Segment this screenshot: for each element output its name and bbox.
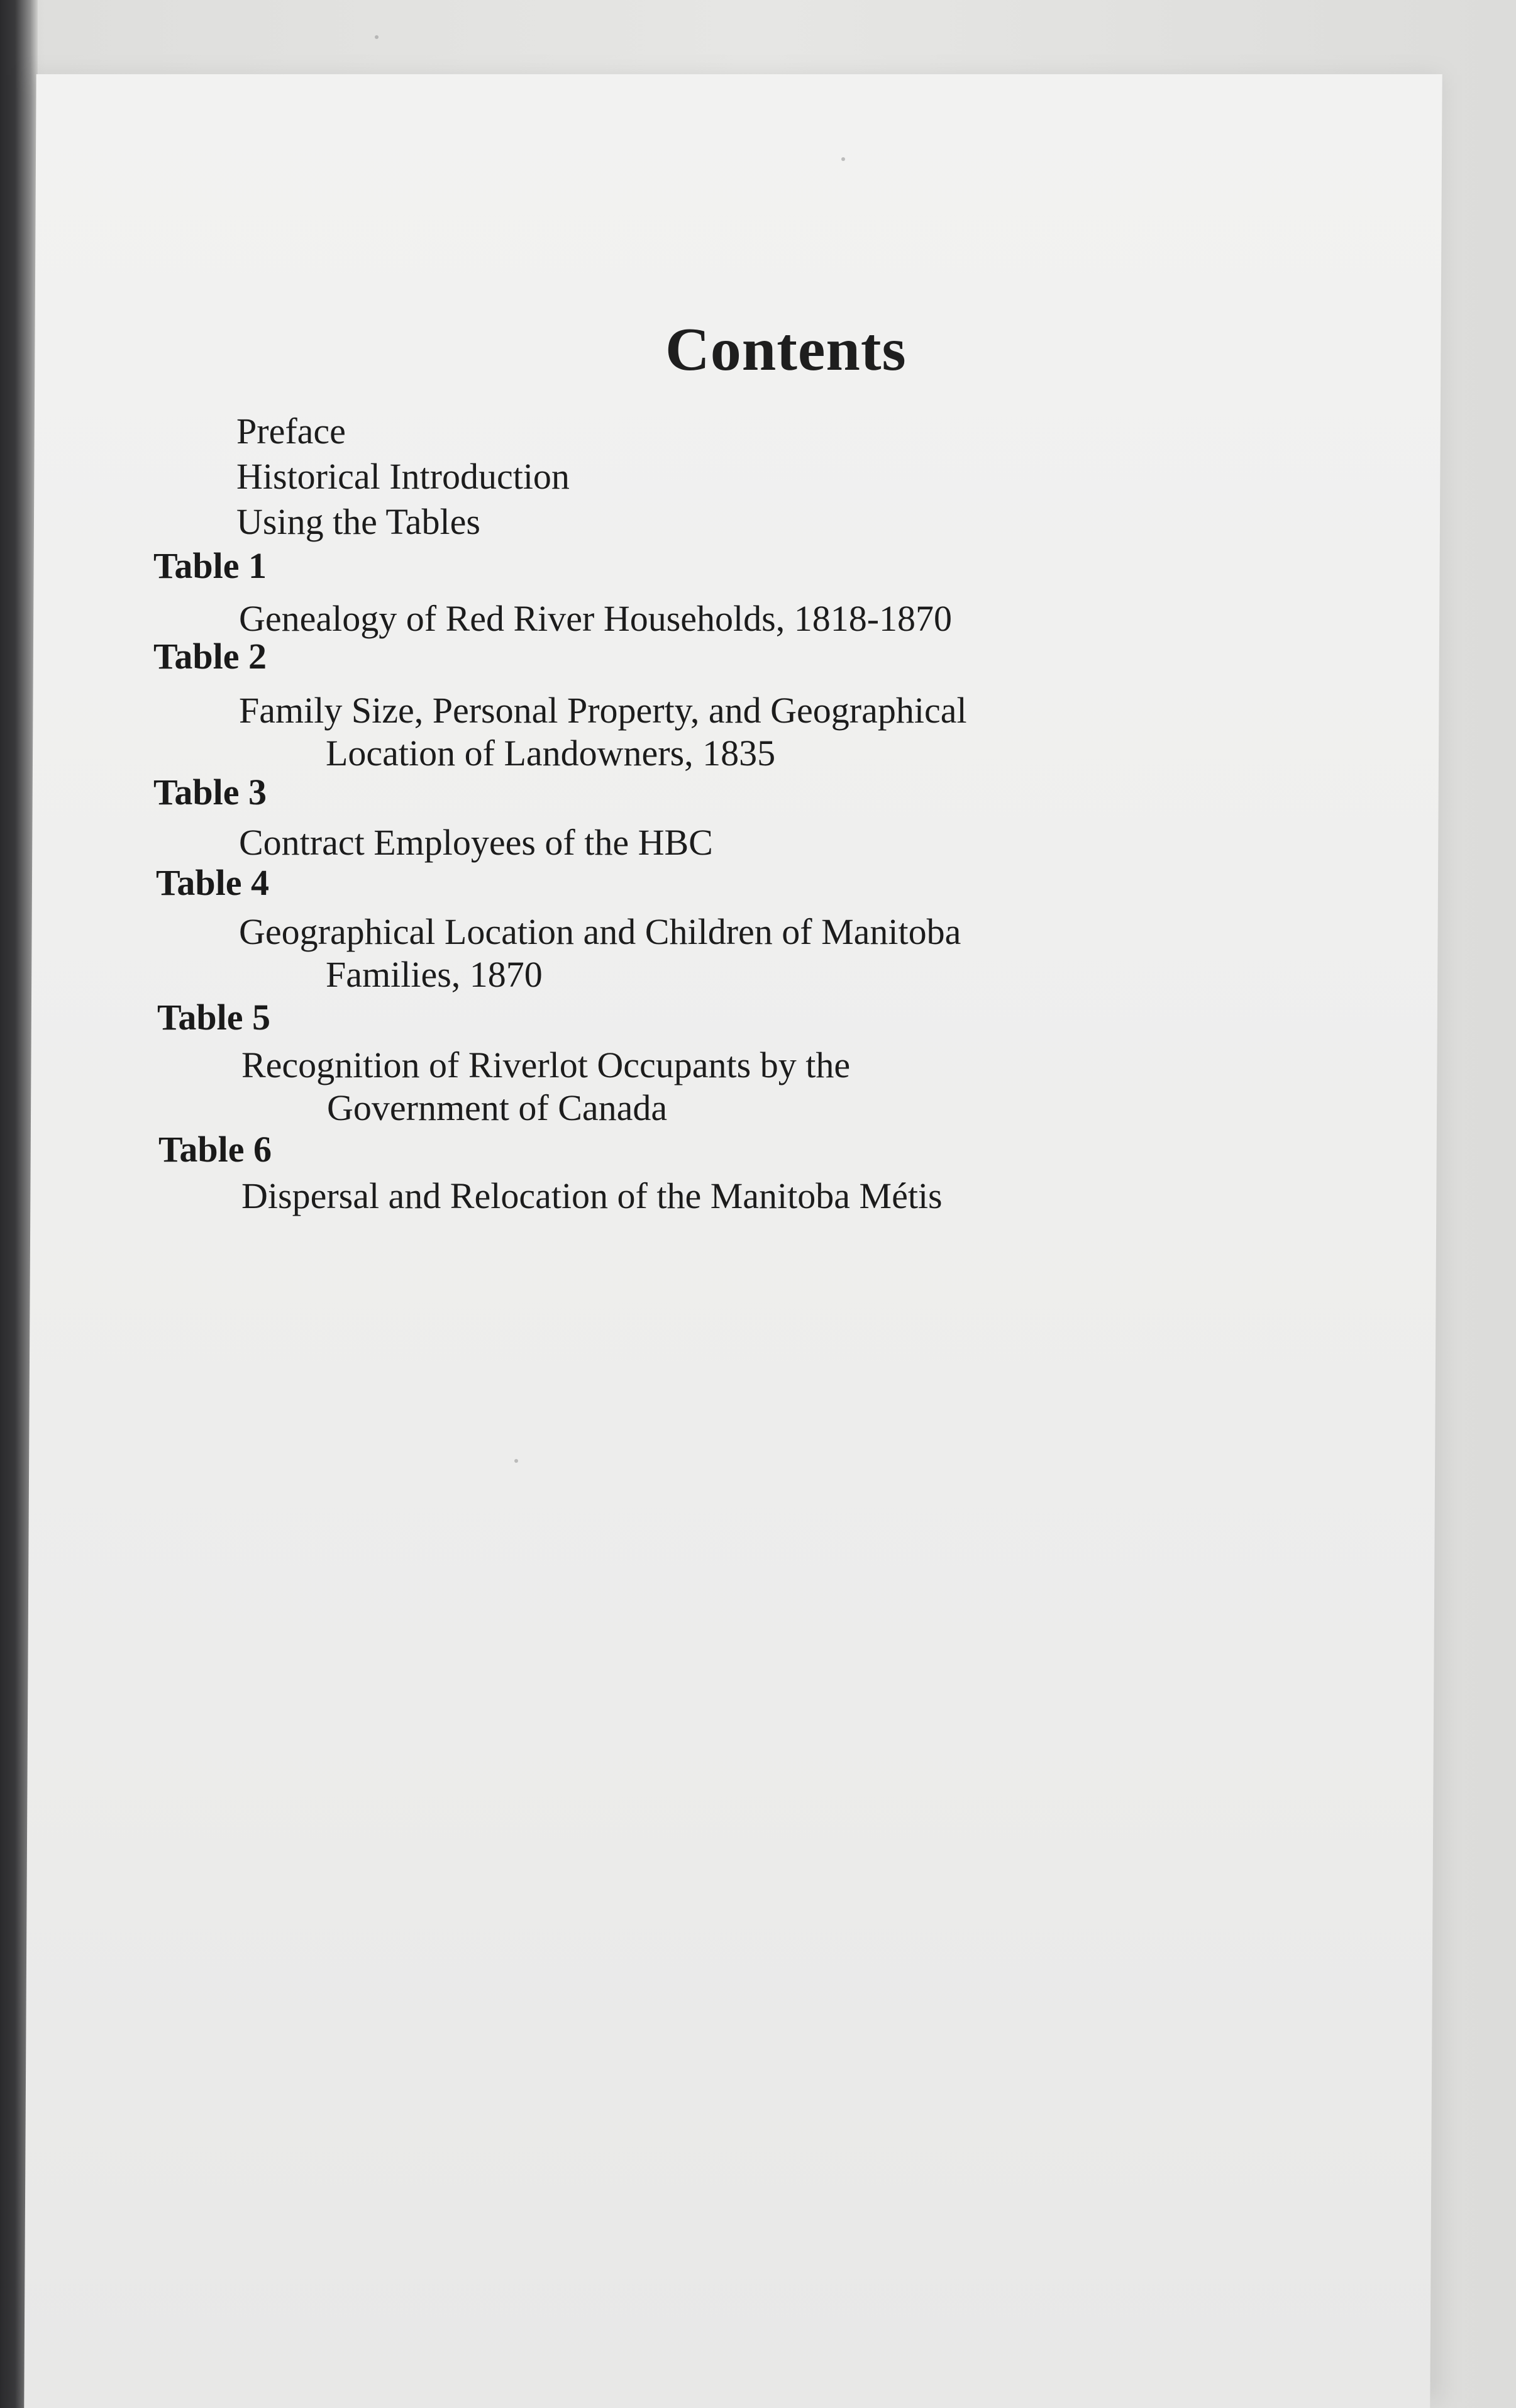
toc-entry-table-5: Recognition of Riverlot Occupants by the [241,1045,851,1085]
toc-entry-table-2: Family Size, Personal Property, and Geographical [239,690,967,731]
toc-entry-table-4: Geographical Location and Children of Manitoba [239,911,961,952]
toc-heading-table-3: Table 3 [153,772,267,813]
toc-heading-table-2: Table 2 [153,636,267,677]
toc-entry-historical-introduction: Historical Introduction [236,456,570,497]
toc-entry-table-6: Dispersal and Relocation of the Manitoba Métis [241,1175,943,1216]
toc-entry-table-2-continuation: Location of Landowners, 1835 [326,733,776,774]
toc-entry-preface: Preface [236,411,346,452]
paper-speck [375,35,379,39]
toc-heading-table-6: Table 6 [158,1129,272,1170]
toc-heading-table-5: Table 5 [157,997,270,1038]
paper-speck [514,1459,518,1463]
toc-heading-table-1: Table 1 [153,545,267,586]
toc-entry-table-4-continuation: Families, 1870 [326,954,543,995]
toc-entry-table-5-continuation: Government of Canada [327,1087,668,1128]
toc-heading-table-4: Table 4 [156,862,269,903]
paper-speck [841,157,845,161]
toc-entry-table-3: Contract Employees of the HBC [239,822,713,863]
toc-entry-using-the-tables: Using the Tables [236,501,480,542]
toc-entry-table-1: Genealogy of Red River Households, 1818-1870 [239,598,953,639]
contents-title: Contents [665,316,907,384]
